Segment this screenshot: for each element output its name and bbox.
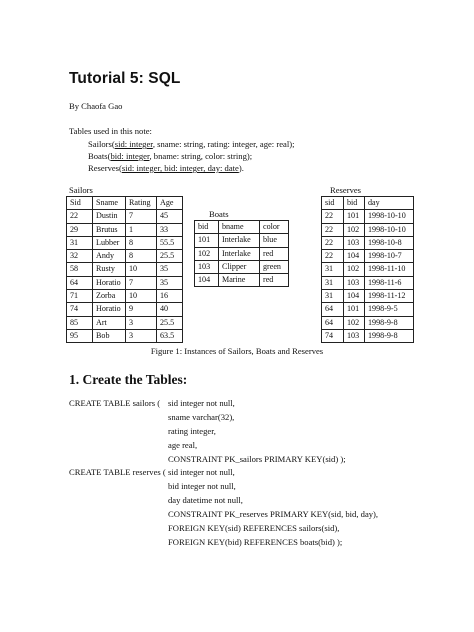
- table-cell: red: [260, 247, 289, 260]
- table-cell: 103: [344, 276, 365, 289]
- table-cell: 1998-9-8: [365, 329, 414, 342]
- table-cell: 10: [126, 263, 157, 276]
- boats-caption: Boats: [209, 209, 229, 219]
- table-cell: 71: [67, 290, 93, 303]
- code-line: sid integer not null,: [168, 467, 235, 477]
- table-row: [67, 303, 183, 316]
- code-line: FOREIGN KEY(bid) REFERENCES boats(bid) );: [168, 537, 343, 547]
- code-line: CONSTRAINT PK_sailors PRIMARY KEY(sid) );: [168, 454, 346, 464]
- table-cell: Lubber: [93, 236, 126, 249]
- boats-table: [194, 220, 289, 287]
- table-cell: 1998-11-6: [365, 276, 414, 289]
- table-cell: 35: [157, 276, 183, 289]
- table-row: [195, 260, 289, 273]
- table-cell: 103: [344, 236, 365, 249]
- table-cell: 22: [322, 236, 344, 249]
- table-cell: 22: [322, 223, 344, 236]
- table-cell: 45: [157, 210, 183, 223]
- table-row: [67, 263, 183, 276]
- table-cell: 1998-11-10: [365, 263, 414, 276]
- intro-text: Tables used in this note:: [69, 126, 152, 136]
- table-cell: 1998-11-12: [365, 290, 414, 303]
- table-cell: 25.5: [157, 316, 183, 329]
- table-header-row: [195, 221, 289, 234]
- table-row: [67, 210, 183, 223]
- table-cell: Art: [93, 316, 126, 329]
- table-cell: 22: [322, 250, 344, 263]
- table-cell: 1998-10-8: [365, 236, 414, 249]
- schema-name: Reserves(: [88, 163, 122, 173]
- table-header-row: [322, 197, 414, 210]
- schema-rest: , sname: string, rating: integer, age: real);: [152, 139, 295, 149]
- table-header-cell: bname: [219, 221, 260, 234]
- table-cell: 1998-10-10: [365, 210, 414, 223]
- table-cell: 102: [344, 263, 365, 276]
- table-header-cell: color: [260, 221, 289, 234]
- table-row: [322, 223, 414, 236]
- schema-rest: ).: [238, 163, 244, 173]
- table-header-cell: Rating: [126, 197, 157, 210]
- table-cell: 1: [126, 223, 157, 236]
- table-header-cell: bid: [344, 197, 365, 210]
- schema-rest: , bname: string, color: string);: [149, 151, 253, 161]
- table-row: [322, 263, 414, 276]
- table-row: [322, 210, 414, 223]
- table-cell: 64: [67, 276, 93, 289]
- table-row: [322, 316, 414, 329]
- table-cell: 104: [195, 274, 219, 287]
- table-row: [322, 290, 414, 303]
- table-cell: 55.5: [157, 236, 183, 249]
- table-cell: green: [260, 260, 289, 273]
- table-row: [67, 250, 183, 263]
- reserves-table: [321, 196, 414, 343]
- table-cell: Interlake: [219, 247, 260, 260]
- table-cell: 16: [157, 290, 183, 303]
- table-cell: Horatio: [93, 303, 126, 316]
- table-cell: 1998-10-10: [365, 223, 414, 236]
- schema-boats: [88, 151, 252, 161]
- table-row: [67, 223, 183, 236]
- create-reserves-statement: CREATE TABLE reserves (: [69, 467, 166, 477]
- table-header-row: [67, 197, 183, 210]
- table-cell: 25.5: [157, 250, 183, 263]
- table-cell: 35: [157, 263, 183, 276]
- page-title: Tutorial 5: SQL: [69, 70, 181, 87]
- table-cell: 102: [344, 223, 365, 236]
- table-cell: 1998-10-7: [365, 250, 414, 263]
- table-cell: Rusty: [93, 263, 126, 276]
- code-line: FOREIGN KEY(sid) REFERENCES sailors(sid),: [168, 523, 340, 533]
- table-cell: 33: [157, 223, 183, 236]
- schema-keys: sid: integer, bid: integer, day: date: [121, 163, 239, 173]
- table-row: [67, 236, 183, 249]
- schema-sailors: [88, 139, 294, 149]
- table-cell: 8: [126, 236, 157, 249]
- section-heading: 1. Create the Tables:: [69, 372, 188, 387]
- table-row: [195, 247, 289, 260]
- table-cell: Interlake: [219, 234, 260, 247]
- table-cell: 103: [344, 329, 365, 342]
- table-cell: Clipper: [219, 260, 260, 273]
- reserves-caption: Reserves: [330, 185, 362, 195]
- schema-keys: sid: integer: [114, 139, 153, 149]
- table-cell: Bob: [93, 329, 126, 342]
- table-cell: Brutus: [93, 223, 126, 236]
- table-cell: 22: [67, 210, 93, 223]
- table-cell: 1998-9-5: [365, 303, 414, 316]
- table-cell: Horatio: [93, 276, 126, 289]
- table-cell: Zorba: [93, 290, 126, 303]
- table-cell: 40: [157, 303, 183, 316]
- table-cell: Andy: [93, 250, 126, 263]
- table-cell: 102: [195, 247, 219, 260]
- table-row: [322, 276, 414, 289]
- code-line: rating integer,: [168, 426, 216, 436]
- schema-name: Boats(: [88, 151, 111, 161]
- schema-name: Sailors(: [88, 139, 115, 149]
- code-line: sid integer not null,: [168, 398, 235, 408]
- table-cell: 31: [322, 276, 344, 289]
- table-cell: blue: [260, 234, 289, 247]
- table-cell: 9: [126, 303, 157, 316]
- table-cell: 32: [67, 250, 93, 263]
- table-header-cell: bid: [195, 221, 219, 234]
- table-cell: 29: [67, 223, 93, 236]
- table-cell: 22: [322, 210, 344, 223]
- table-cell: 3: [126, 329, 157, 342]
- table-cell: 101: [195, 234, 219, 247]
- table-row: [67, 290, 183, 303]
- table-cell: 7: [126, 210, 157, 223]
- author-line: By Chaofa Gao: [69, 101, 123, 111]
- table-cell: red: [260, 274, 289, 287]
- table-cell: 101: [344, 303, 365, 316]
- table-cell: 3: [126, 316, 157, 329]
- code-line: sname varchar(32),: [168, 412, 235, 422]
- table-cell: 95: [67, 329, 93, 342]
- table-header-cell: Age: [157, 197, 183, 210]
- table-cell: 74: [67, 303, 93, 316]
- table-cell: 8: [126, 250, 157, 263]
- sailors-table: [66, 196, 183, 343]
- table-cell: 104: [344, 290, 365, 303]
- table-header-cell: sid: [322, 197, 344, 210]
- code-line: CONSTRAINT PK_reserves PRIMARY KEY(sid, bid, day),: [168, 509, 379, 519]
- table-cell: 64: [322, 316, 344, 329]
- table-cell: 31: [67, 236, 93, 249]
- table-row: [322, 303, 414, 316]
- table-cell: 10: [126, 290, 157, 303]
- table-cell: Marine: [219, 274, 260, 287]
- table-cell: 101: [344, 210, 365, 223]
- table-cell: Dustin: [93, 210, 126, 223]
- table-header-cell: Sname: [93, 197, 126, 210]
- table-cell: 58: [67, 263, 93, 276]
- create-sailors-statement: CREATE TABLE sailors (: [69, 398, 161, 408]
- table-header-cell: Sid: [67, 197, 93, 210]
- table-cell: 64: [322, 303, 344, 316]
- table-cell: 74: [322, 329, 344, 342]
- table-row: [322, 236, 414, 249]
- table-cell: 1998-9-8: [365, 316, 414, 329]
- table-row: [195, 234, 289, 247]
- table-cell: 85: [67, 316, 93, 329]
- table-row: [322, 250, 414, 263]
- schema-keys: bid: integer: [110, 151, 150, 161]
- table-cell: 31: [322, 290, 344, 303]
- table-cell: 102: [344, 316, 365, 329]
- table-cell: 103: [195, 260, 219, 273]
- code-line: day datetime not null,: [168, 495, 243, 505]
- code-line: age real,: [168, 440, 198, 450]
- figure-caption: Figure 1: Instances of Sailors, Boats and Reserves: [150, 346, 324, 356]
- table-cell: 31: [322, 263, 344, 276]
- table-header-cell: day: [365, 197, 414, 210]
- sailors-caption: Sailors: [69, 185, 93, 195]
- table-cell: 63.5: [157, 329, 183, 342]
- table-row: [195, 274, 289, 287]
- table-row: [322, 329, 414, 342]
- table-row: [67, 329, 183, 342]
- table-cell: 104: [344, 250, 365, 263]
- schema-reserves: [88, 163, 244, 173]
- table-row: [67, 316, 183, 329]
- code-line: bid integer not null,: [168, 481, 236, 491]
- table-cell: 7: [126, 276, 157, 289]
- table-row: [67, 276, 183, 289]
